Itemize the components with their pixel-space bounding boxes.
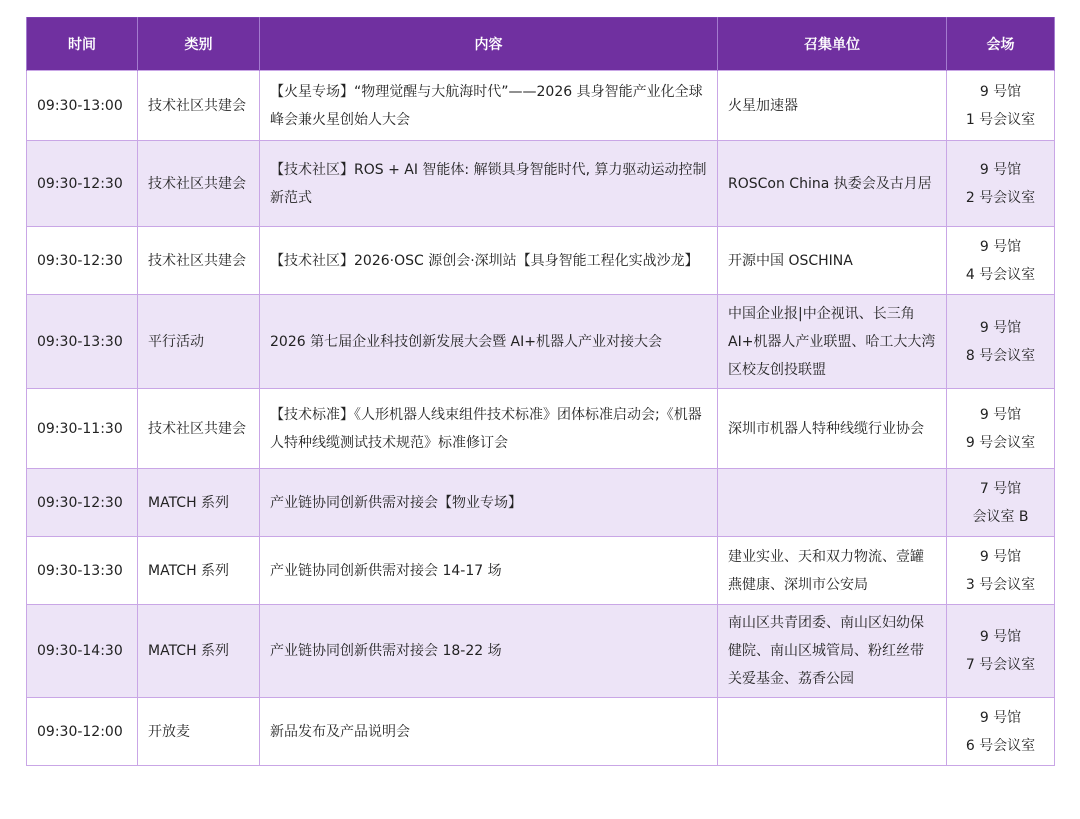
category-cell: 技术社区共建会 <box>138 141 260 227</box>
time-cell: 09:30-13:00 <box>27 71 138 141</box>
time-cell: 09:30-13:30 <box>27 537 138 605</box>
venue-cell <box>947 227 1055 295</box>
category-cell: MATCH 系列 <box>138 469 260 537</box>
venue-hall: 9 号馆 <box>979 83 1022 100</box>
venue-cell <box>947 469 1055 537</box>
content-cell: 【火星专场】“物理觉醒与大航海时代”——2026 具身智能产业化全球峰会兼火星创始人大会 <box>260 71 718 141</box>
venue-room: 2 号会议室 <box>965 189 1036 206</box>
category-cell: 技术社区共建会 <box>138 71 260 141</box>
organizer-cell: 中国企业报|中企视讯、长三角 AI+机器人产业联盟、哈工大大湾区校友创投联盟 <box>718 295 947 389</box>
time-cell: 09:30-12:30 <box>27 141 138 227</box>
venue-room: 3 号会议室 <box>965 576 1036 593</box>
category-cell: 技术社区共建会 <box>138 389 260 469</box>
category-cell: 平行活动 <box>138 295 260 389</box>
organizer-cell: ROSCon China 执委会及古月居 <box>718 141 947 227</box>
time-cell: 09:30-14:30 <box>27 605 138 698</box>
category-cell: MATCH 系列 <box>138 605 260 698</box>
category-cell: 开放麦 <box>138 698 260 766</box>
content-cell: 【技术标准】《人形机器人线束组件技术标准》团体标准启动会;《机器人特种线缆测试技术规范》标准修订会 <box>260 389 718 469</box>
table-row <box>27 698 1055 766</box>
venue-hall: 9 号馆 <box>979 709 1022 726</box>
venue-hall: 7 号馆 <box>979 480 1022 497</box>
content-cell: 【技术社区】ROS + AI 智能体: 解锁具身智能时代, 算力驱动运动控制新范式 <box>260 141 718 227</box>
venue-hall: 9 号馆 <box>979 629 1022 645</box>
organizer-cell: 建业实业、天和双力物流、壹罐燕健康、深圳市公安局 <box>718 537 947 605</box>
table-row <box>27 469 1055 537</box>
table-row <box>27 605 1055 698</box>
venue-cell <box>947 605 1055 698</box>
time-cell: 09:30-12:00 <box>27 698 138 766</box>
organizer-cell: 深圳市机器人特种线缆行业协会 <box>718 389 947 469</box>
venue-room: 6 号会议室 <box>965 737 1036 754</box>
content-cell: 2026 第七届企业科技创新发展大会暨 AI+机器人产业对接大会 <box>260 295 718 389</box>
table-row <box>27 389 1055 469</box>
venue-cell <box>947 537 1055 605</box>
time-cell: 09:30-12:30 <box>27 469 138 537</box>
header-content: 内容 <box>260 18 718 71</box>
table-row <box>27 537 1055 605</box>
content-cell: 产业链协同创新供需对接会【物业专场】 <box>260 469 718 537</box>
table-row <box>27 295 1055 389</box>
content-cell: 产业链协同创新供需对接会 18-22 场 <box>260 605 718 698</box>
table-row <box>27 71 1055 141</box>
organizer-cell <box>718 469 947 537</box>
venue-hall: 9 号馆 <box>979 238 1022 255</box>
organizer-cell <box>718 698 947 766</box>
venue-room: 9 号会议室 <box>965 434 1036 451</box>
venue-hall: 9 号馆 <box>979 548 1022 565</box>
venue-hall: 9 号馆 <box>979 406 1022 423</box>
venue-room: 会议室 B <box>972 508 1029 525</box>
venue-cell <box>947 389 1055 469</box>
category-cell: MATCH 系列 <box>138 537 260 605</box>
organizer-cell: 火星加速器 <box>718 71 947 141</box>
category-cell: 技术社区共建会 <box>138 227 260 295</box>
venue-room: 4 号会议室 <box>965 266 1036 283</box>
venue-hall: 9 号馆 <box>979 161 1022 178</box>
content-cell: 【技术社区】2026·OSC 源创会·深圳站【具身智能工程化实战沙龙】 <box>260 227 718 295</box>
header-time: 时间 <box>27 18 138 71</box>
table-row <box>27 141 1055 227</box>
header-category: 类别 <box>138 18 260 71</box>
venue-cell <box>947 71 1055 141</box>
venue-room: 1 号会议室 <box>965 111 1036 128</box>
venue-cell <box>947 295 1055 389</box>
venue-room: 7 号会议室 <box>965 657 1036 673</box>
time-cell: 09:30-12:30 <box>27 227 138 295</box>
organizer-cell: 开源中国 OSCHINA <box>718 227 947 295</box>
venue-hall: 9 号馆 <box>979 319 1022 336</box>
time-cell: 09:30-13:30 <box>27 295 138 389</box>
table-row <box>27 227 1055 295</box>
header-venue: 会场 <box>947 18 1055 71</box>
venue-cell <box>947 141 1055 227</box>
time-cell: 09:30-11:30 <box>27 389 138 469</box>
table-header-row <box>27 18 1055 71</box>
content-cell: 产业链协同创新供需对接会 14-17 场 <box>260 537 718 605</box>
venue-room: 8 号会议室 <box>965 347 1036 364</box>
venue-cell <box>947 698 1055 766</box>
content-cell: 新品发布及产品说明会 <box>260 698 718 766</box>
organizer-cell: 南山区共青团委、南山区妇幼保健院、南山区城管局、粉红丝带关爱基金、荔香公园 <box>718 605 947 698</box>
header-organizer: 召集单位 <box>718 18 947 71</box>
schedule-table <box>26 17 1055 766</box>
